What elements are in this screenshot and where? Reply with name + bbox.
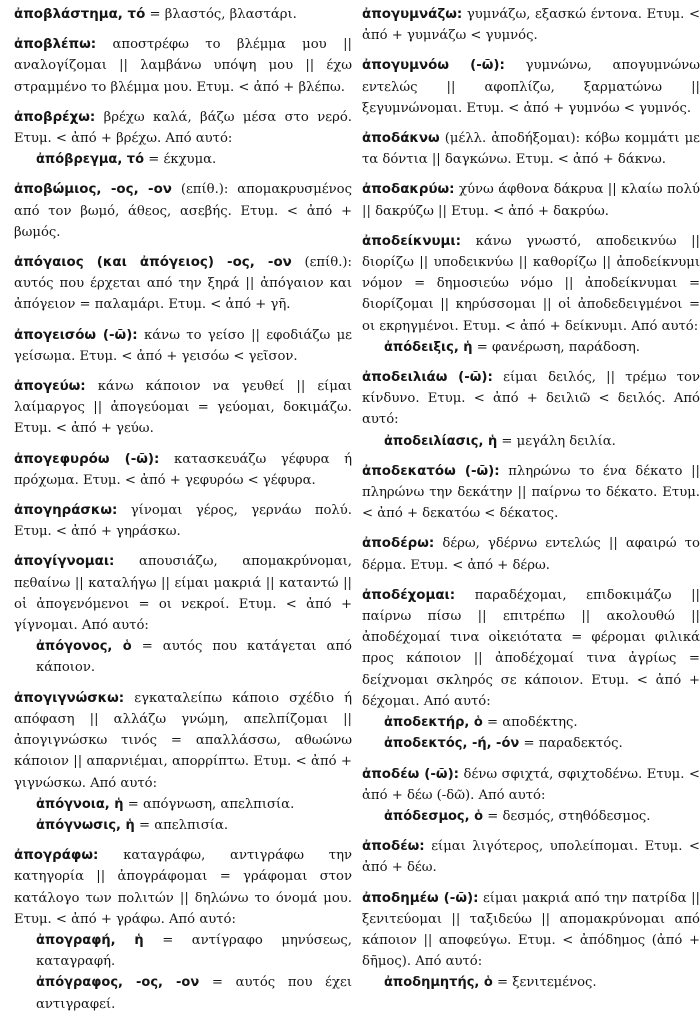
dictionary-entry	[362, 4, 700, 46]
sub-definition: = παραδεκτός.	[523, 736, 623, 752]
dictionary-entry	[362, 179, 700, 221]
sub-headword: ἀπόγονος, ὁ	[36, 639, 132, 655]
right-column	[362, 4, 700, 1003]
sub-definition: = δεσμός, στηθόδεσμος.	[487, 808, 651, 824]
dictionary-entry	[362, 764, 700, 828]
entry-headword: ἀπογυμνόω (-ῶ):	[362, 58, 505, 74]
sub-definition: = φανέρωση, παράδοση.	[476, 339, 640, 355]
entry-headword: ἀποδημέω (-ῶ):	[362, 890, 479, 906]
sub-definition: = απελπισία.	[138, 817, 229, 833]
entry-headword: ἀπόγαιος (και ἀπόγειος) -ος, -ον	[14, 255, 292, 271]
dictionary-entry	[14, 252, 352, 316]
dictionary-entry	[362, 533, 700, 575]
entry-definition: (μέλλ. ἀποδήξομαι): κόβω κομμάτι με τα δόντια || δαγκώνω. Ετυμ. < ἀπό + δάκνω.	[362, 131, 700, 168]
entry-headword: ἀπογυμνάζω:	[362, 7, 463, 22]
sub-entry	[362, 712, 700, 733]
dictionary-entry	[362, 585, 700, 755]
entry-definition: αποστρέφω το βλέμμα μου || αναλογίζομαι || λαμβάνω υπόψη μου || έχω στραμμένο το βλέμμα μου. Ετυμ. < ἀπό + βλέπω.	[14, 37, 352, 95]
entry-definition: δέρω, γδέρνω εντελώς || αφαιρώ το δέρμα. Ετυμ. < ἀπό + δέρω.	[362, 536, 700, 573]
dictionary-entry	[362, 836, 700, 878]
dictionary-entry	[362, 128, 700, 170]
sub-headword: ἀπόγραφος, -ος, -ον	[36, 975, 200, 991]
entry-headword: ἀπογιγνώσκω:	[14, 690, 125, 706]
sub-entry	[14, 930, 352, 972]
sub-headword: ἀπόγνωσις, ἡ	[36, 817, 135, 833]
entry-headword: ἀπογίγνομαι:	[14, 554, 115, 570]
dictionary-entry	[14, 4, 352, 25]
sub-definition: = απόγνωση, απελπισία.	[127, 796, 295, 812]
entry-definition: = βλαστός, βλαστάρι.	[149, 7, 297, 22]
entry-headword: ἀπογηράσκω:	[14, 503, 118, 519]
sub-headword: ἀποδεκτήρ, ὁ	[384, 715, 483, 731]
sub-definition: = αυτός που κατάγεται από κάποιον.	[36, 639, 352, 676]
dictionary-entry	[362, 367, 700, 452]
entry-headword: ἀπογεφυρόω (-ῶ):	[14, 451, 160, 467]
sub-headword: ἀπόγνοια, ἡ	[36, 796, 124, 812]
entry-headword: ἀποδέχομαι:	[362, 587, 456, 603]
entry-definition: παραδέχομαι, επιδοκιμάζω || παίρνω πίσω || επιτρέπω || ακολουθώ || ἀποδέχομαί τινα οἰκειότατα = φέρομαι φιλικά προς κάποιον || ἀποδέχομαί τινα ἀγρίως = δείχνομαι σκληρός σε κάποιον. Ετυμ. < ἀπό + δέχομαι. Από αυτό:	[362, 587, 700, 709]
dictionary-entry	[14, 107, 352, 171]
entry-definition: απουσιάζω, απομακρύνομαι, πεθαίνω || καταλήγω || είμαι μακριά || καταντώ || οἱ ἀπογενόμενοι = οι νεκροί. Ετυμ. < ἀπό + γίγνομαι. Από αυτό:	[14, 554, 352, 634]
dictionary-entry	[14, 551, 352, 678]
entry-definition: κατασκευάζω γέφυρα ή πρόχωμα. Ετυμ. < ἀπό + γεφυρόω < γέφυρα.	[14, 451, 353, 488]
sub-entry	[14, 972, 352, 1014]
entry-definition: είμαι δειλός, || τρέμω τον κίνδυνο. Ετυμ. < ἀπό + δειλιῶ < δειλός. Από αυτό:	[362, 370, 700, 428]
entry-definition: (επίθ.): αυτός που έρχεται από την ξηρά || ἀπόγαιον και ἀπόγειον = παλαμάρι. Ετυμ. < ἀπό + γῆ.	[14, 255, 352, 313]
entry-headword: ἀποβλάστημα, τό	[14, 7, 146, 22]
entry-definition: καταγράφω, αντιγράφω την κατηγορία || ἀπογράφομαι = γράφομαι στον κατάλογο των πολιτών || δηλώνω το όνομά μου. Ετυμ. < ἀπό + γράφω. Από αυτό:	[14, 848, 352, 927]
entry-definition: γυμνάζω, εξασκώ έντονα. Ετυμ. < ἀπό + γυμνάζω < γυμνός.	[362, 7, 700, 44]
sub-entry	[14, 636, 352, 678]
entry-headword: ἀποδέω:	[362, 839, 425, 855]
entry-headword: ἀποβλέπω:	[14, 37, 97, 53]
dictionary-entry	[14, 845, 352, 1015]
dictionary-entry	[362, 55, 700, 119]
sub-entry	[14, 815, 352, 836]
dictionary-entry	[14, 688, 352, 836]
sub-entry	[362, 733, 700, 754]
dictionary-entry	[14, 500, 352, 542]
sub-definition: = ξενιτεμένος.	[497, 975, 597, 991]
entry-headword: ἀποδείκνυμι:	[362, 233, 461, 249]
entry-headword: ἀποδέω (-ῶ):	[362, 766, 460, 782]
entry-headword: ἀπογράφω:	[14, 848, 99, 864]
entry-definition: γυμνώνω, απογυμνώνω εντελώς || αφοπλίζω, ξαρματώνω || ξεγυμνώνομαι. Ετυμ. < ἀπό + γυμνόω < γυμνός.	[362, 58, 700, 116]
entry-definition: κάνω γνωστό, αποδεικνύω || διορίζω || υποδεικνύω || καθορίζω || ἀποδείκνυμι νόμον = δημοσιεύω νόμο || ἀποδείκνυμαι = διορίζομαι || κηρύσσομαι || οἱ ἀποδεδειγμένοι = οι εκρηγμένοι. Ετυμ. < ἀπό + δείκνυμι. Από αυτό:	[362, 233, 700, 334]
sub-headword: ἀποδειλίασις, ἡ	[384, 433, 498, 449]
entry-definition: είμαι λιγότερος, υπολείπομαι. Ετυμ. < ἀπό + δέω.	[362, 839, 700, 876]
sub-headword: ἀποδεκτός, -ή, -όν	[384, 736, 520, 752]
sub-headword: ἀπόδεσμος, ὁ	[384, 808, 484, 824]
sub-definition: = αποδέκτης.	[487, 715, 578, 731]
sub-entry	[14, 794, 352, 815]
entry-definition: χύνω άφθονα δάκρυα || κλαίω πολύ || δακρύζω || Ετυμ. < ἀπό + δακρύω.	[362, 182, 700, 219]
sub-entry	[362, 972, 700, 993]
entry-definition: βρέχω καλά, βάζω μέσα στο νερό. Ετυμ. < ἀπό + βρέχω. Από αυτό:	[14, 109, 352, 147]
entry-definition: εγκαταλείπω κάποιο σχέδιο ή απόφαση || αλλάζω γνώμη, απελπίζομαι || ἀπογιγνώσκω τινός = απαλλάσσω, αθωώνω κάποιον || απαρνιέμαι, απορρίπτω. Ετυμ. < ἀπό + γιγνώσκω. Από αυτό:	[14, 690, 352, 791]
entry-headword: ἀπογεισόω (-ῶ):	[14, 327, 138, 343]
sub-definition: = μεγάλη δειλία.	[501, 433, 616, 449]
sub-headword: ἀπόδειξις, ἡ	[384, 339, 473, 355]
entry-definition: κάνω το γείσο || εφοδιάζω με γείσωμα. Ετυμ. < ἀπό + γεισόω < γεῖσον.	[14, 327, 352, 364]
dictionary-entry	[14, 376, 352, 440]
sub-definition: = έκχυμα.	[148, 152, 217, 168]
sub-entry	[362, 337, 700, 358]
entry-headword: ἀποδάκνω	[362, 131, 440, 147]
entry-headword: ἀποβρέχω:	[14, 109, 96, 125]
entry-definition: κάνω κάποιον να γευθεί || είμαι λαίμαργος || ἀπογεύομαι = γεύομαι, δοκιμάζω. Ετυμ. < ἀπό + γεύω.	[14, 379, 352, 437]
entry-headword: ἀπογεύω:	[14, 379, 86, 395]
entry-definition: γίνομαι γέρος, γερνάω πολύ. Ετυμ. < ἀπό + γηράσκω.	[14, 503, 352, 540]
dictionary-entry	[362, 888, 700, 994]
sub-headword: ἀπογραφή, ἡ	[36, 932, 144, 948]
dictionary-entry	[14, 179, 352, 243]
dictionary-entry	[362, 461, 700, 525]
entry-headword: ἀποδακρύω:	[362, 182, 455, 198]
dictionary-entry	[14, 34, 352, 98]
dictionary-entry	[14, 449, 352, 491]
sub-definition: = αντίγραφο μηνύσεως, καταγραφή.	[36, 932, 352, 970]
sub-entry	[362, 431, 700, 452]
entry-definition: πληρώνω το ένα δέκατο || πληρώνω την δεκάτην || παίρνω το δέκατο. Ετυμ. < ἀπό + δεκατόω < δέκατος.	[362, 463, 700, 522]
entry-definition: είμαι μακριά από την πατρίδα || ξενιτεύομαι || ταξιδεύω || απομακρύνομαι από κάποιον || αποφεύγω. Ετυμ. < ἀπόδημος (ἀπό + δῆμος). Από αυτό:	[362, 890, 700, 970]
sub-headword: ἀποδημητής, ὁ	[384, 975, 493, 991]
entry-headword: ἀποβώμιος, -ος, -ον	[14, 182, 172, 198]
dictionary-entry	[362, 231, 700, 358]
entry-definition: δένω σφιχτά, σφιχτοδένω. Ετυμ. < ἀπό + δέω (-δῶ). Από αυτό:	[362, 766, 700, 803]
dictionary-entry	[14, 325, 352, 367]
sub-definition: = αυτός που έχει αντιγραφεί.	[36, 975, 353, 1012]
entry-headword: ἀποδέρω:	[362, 536, 435, 552]
entry-headword: ἀποδειλιάω (-ῶ):	[362, 370, 493, 386]
sub-headword: ἀπόβρεγμα, τό	[36, 152, 145, 168]
entry-headword: ἀποδεκατόω (-ῶ):	[362, 463, 500, 479]
left-column	[14, 4, 352, 1024]
entry-definition: (επίθ.): απομακρυσμένος από τον βωμό, άθεος, ασεβής. Ετυμ. < ἀπό + βωμός.	[14, 182, 352, 240]
sub-entry	[362, 806, 700, 827]
sub-entry	[14, 149, 352, 170]
